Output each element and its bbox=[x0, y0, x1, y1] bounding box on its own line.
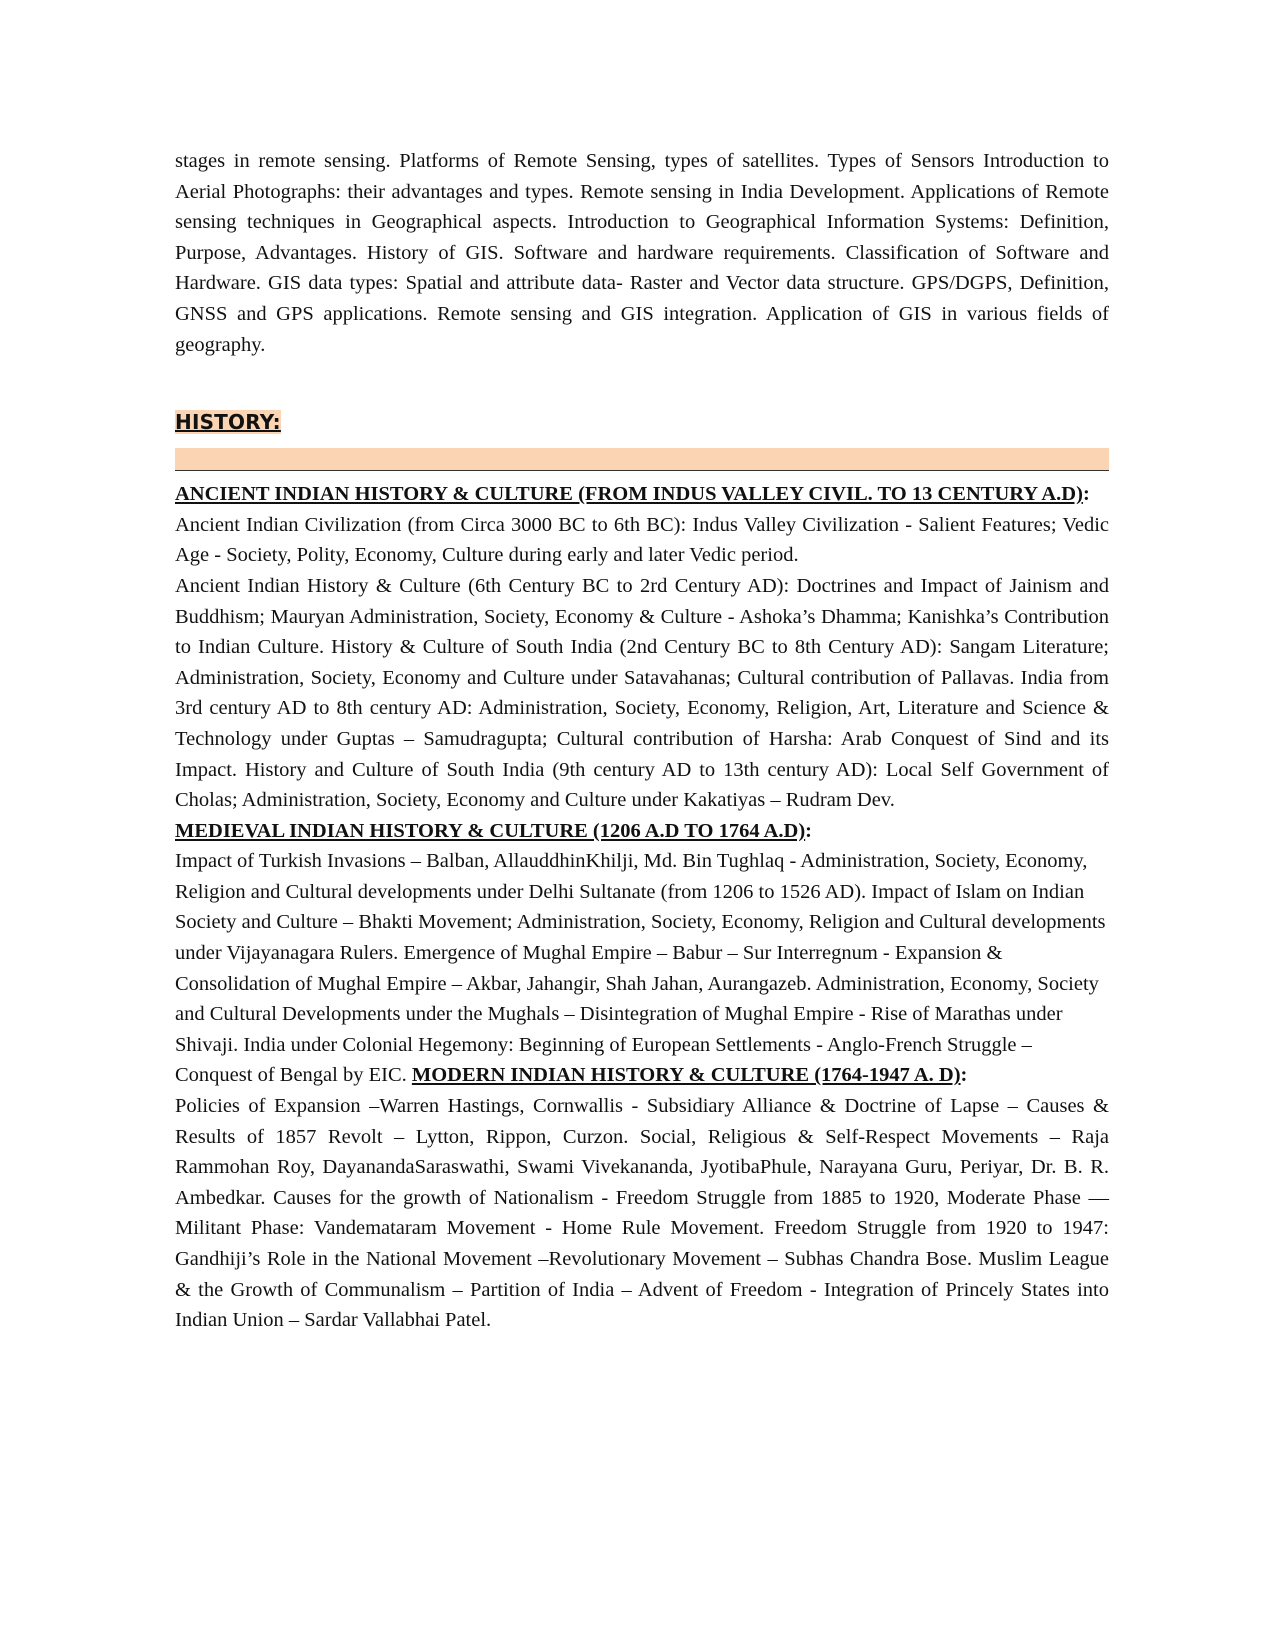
section-divider-band bbox=[175, 448, 1109, 471]
modern-history-heading bbox=[412, 1064, 967, 1086]
modern-paragraph: Policies of Expansion –Warren Hastings, Cornwallis - Subsidiary Alliance & Doctrine of Lapse – Causes & Results of 1857 Revolt – Lytton, Rippon, Curzon. Social, Religious & Self-Respect Movements – Raja Rammohan Roy, DayanandaSaraswathi, Swami Vivekananda, JyotibaPhule, Narayana Guru, Periyar, Dr. B. R. Ambedkar. Causes for the growth of Nationalism - Freedom Struggle from 1885 to 1920, Moderate Phase — Militant Phase: Vandemataram Movement - Home Rule Movement. Freedom Struggle from 1920 to 1947: Gandhiji’s Role in the National Movement –Revolutionary Movement – Subhas Chandra Bose. Muslim League & the Growth of Communalism – Partition of India – Advent of Freedom - Integration of Princely States into Indian Union – Sardar Vallabhai Patel. bbox=[175, 1095, 1109, 1332]
ancient-paragraph-2: Ancient Indian History & Culture (6th Century BC to 2rd Century AD): Doctrines and Impact of Jainism and Buddhism; Mauryan Administration, Society, Economy & Culture - Ashoka’s Dhamma; Kanishka’s Contribution to Indian Culture. History & Culture of South India (2nd Century BC to 8th Century AD): Sangam Literature; Administration, Society, Economy and Culture under Satavahanas; Cultural contribution of Pallavas. India from 3rd century AD to 8th century AD: Administration, Society, Economy, Religion, Art, Literature and Science & Technology under Guptas – Samudragupta; Cultural contribution of Harsha: Arab Conquest of Sind and its Impact. History and Culture of South India (9th century AD to 13th century AD): Local Self Government of Cholas; Administration, Society, Economy and Culture under Kakatiyas – Rudram Dev. bbox=[175, 574, 1109, 812]
ancient-heading-text: ANCIENT INDIAN HISTORY & CULTURE (FROM INDUS VALLEY CIVIL. TO 13 CENTURY A.D) bbox=[175, 483, 1083, 506]
history-section-title bbox=[175, 406, 1109, 438]
document-page bbox=[175, 146, 1109, 1336]
ancient-paragraph-1: Ancient Indian Civilization (from Circa 3000 BC to 6th BC): Indus Valley Civilization - Salient Features; Vedic Age - Society, Polity, Economy, Culture during early and later Vedic period. bbox=[175, 513, 1109, 567]
medieval-paragraph-text: Impact of Turkish Invasions – Balban, AllauddhinKhilji, Md. Bin Tughlaq - Administration, Society, Economy, Religion and Cultural developments under Delhi Sultanate (from 1206 to 1526 AD). Impact of Islam on Indian Society and Culture – Bhakti Movement; Administration, Society, Economy, Religion and Cultural developments under Vijayanagara Rulers. Emergence of Mughal Empire – Babur – Sur Interregnum - Expansion & Consolidation of Mughal Empire – Akbar, Jahangir, Shah Jahan, Aurangazeb. Administration, Economy, Society and Cultural Developments under the Mughals – Disintegration of Mughal Empire - Rise of Marathas under Shivaji. India under Colonial Hegemony: Beginning of European Settlements - Anglo-French Struggle – Conquest of Bengal by EIC. bbox=[175, 850, 1106, 1087]
history-title-text: HISTORY: bbox=[175, 410, 281, 435]
medieval-history-heading bbox=[175, 816, 1109, 847]
medieval-heading-text: MEDIEVAL INDIAN HISTORY & CULTURE (1206 A.D TO 1764 A.D) bbox=[175, 819, 806, 842]
ancient-heading-colon: : bbox=[1082, 483, 1090, 506]
modern-heading-colon: : bbox=[960, 1064, 968, 1087]
ancient-history-heading bbox=[175, 479, 1109, 510]
medieval-heading-colon: : bbox=[805, 819, 812, 842]
medieval-paragraph bbox=[175, 846, 1109, 1091]
modern-heading-text: MODERN INDIAN HISTORY & CULTURE (1764-1947 A. D) bbox=[411, 1064, 961, 1087]
intro-paragraph: stages in remote sensing. Platforms of Remote Sensing, types of satellites. Types of Sensors Introduction to Aerial Photographs: their advantages and types. Remote sensing in India Development. Applications of Remote sensing techniques in Geographical aspects. Introduction to Geographical Information Systems: Definition, Purpose, Advantages. History of GIS. Software and hardware requirements. Classification of Software and Hardware. GIS data types: Spatial and attribute data- Raster and Vector data structure. GPS/DGPS, Definition, GNSS and GPS applications. Remote sensing and GIS integration. Application of GIS in various fields of geography. bbox=[175, 150, 1109, 356]
